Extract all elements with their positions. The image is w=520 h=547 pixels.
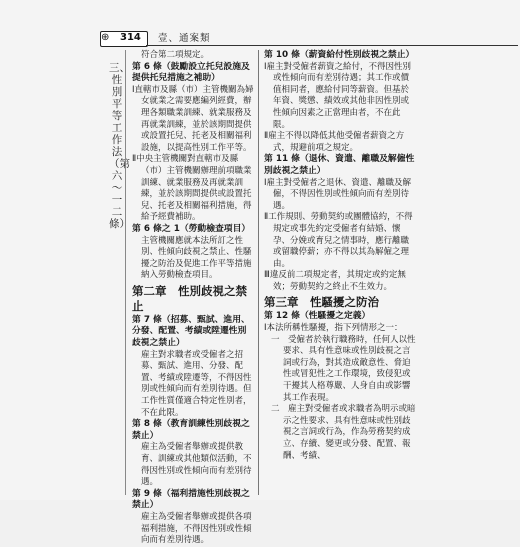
- paragraph: 雇主為受僱者舉辦或提供教育、訓練或其他類似活動，不得因性別或性傾向而有差別待遇。: [141, 442, 252, 488]
- paragraph: 一 受僱者於執行職務時，任何人以性要求、具有性意味或性別歧視之言詞或行為，對其造成敵意性、脅迫性或冒犯性之工作環境，致侵犯或干擾其人格尊嚴、人身自由或影響其工作表現。: [271, 334, 416, 403]
- left-column: [132, 50, 254, 547]
- paragraph: 二 雇主對受僱者或求職者為明示或暗示之性要求、具有性意味或性別歧視之言詞或行為，作為勞務契約成立、存續、變更或分發、配置、報酬、考績、: [271, 404, 416, 461]
- paragraph: Ⅰ直轄市及縣（市）主管機關為婦女就業之需要應編列經費，辦理各類職業訓練、就業服務及再就業訓練，並於該期間提供或設置托兒、托老及相關福利設施，以提高性別工作平等。: [132, 84, 254, 153]
- article-heading: 第 10 條（薪資給付性別歧視之禁止）: [264, 50, 415, 60]
- article-heading: 第 6 條之 1（勞動檢查項目）: [132, 223, 251, 234]
- chapter-heading: 第二章 性別歧視之禁止: [132, 283, 247, 313]
- article-heading: 第 7 條（招募、甄試、進用、分發、配置、考績或陞遷性別歧視之禁止）: [132, 314, 250, 349]
- paragraph: 主管機關應就本法所訂之性別、性傾向歧視之禁止、性騷擾之防治及促進工作平等措施納入勞動檢查項目。: [141, 235, 252, 281]
- article-heading: 第 6 條（鼓勵設立托兒設施及提供托兒措施之補助）: [132, 61, 250, 84]
- page-number: 314: [120, 32, 141, 43]
- paragraph: 雇主為受僱者舉辦或提供各項福利措施，不得因性別或性傾向而有差別待遇。: [141, 511, 252, 546]
- article-heading: 第 8 條（教育訓練性別歧視之禁止）: [132, 419, 250, 441]
- paragraph: 雇主對求職者或受僱者之招募、甄試、進用、分發、配置、考績或陞遷等，不得因性別或性傾向而有差別待遇。但工作性質僅適合特定性別者，不在此限。: [141, 349, 252, 418]
- paragraph: Ⅰ本法所稱性騷擾，指下列情形之一：: [264, 323, 403, 334]
- right-column: [264, 50, 416, 462]
- header-rule: [146, 45, 518, 46]
- paragraph: Ⅰ雇主對受僱者之退休、資遣、離職及解僱，不得因性別或性傾向而有差別待遇。: [264, 177, 412, 211]
- side-chapter-title: 三、性別平等工作法（第六～一二條）: [109, 62, 130, 230]
- page-ornament-icon: ⊕: [101, 32, 110, 43]
- article-heading: 第 12 條（性騷擾之定義）: [264, 311, 371, 322]
- side-divider: [125, 50, 126, 495]
- paragraph: Ⅲ違反前二項規定者，其規定或約定無效；勞動契約之終止不生效力。: [264, 270, 406, 292]
- paragraph: 符合第二項規定。: [141, 50, 210, 60]
- column-divider: [258, 50, 259, 495]
- chapter-heading: 第三章 性騷擾之防治: [264, 295, 379, 310]
- paragraph: Ⅱ工作規則、勞動契約或團體協約，不得規定或事先約定受僱者有結婚、懷孕、分娩或育兒之情事時，應行離職或留職停薪；亦不得以其為解僱之理由。: [264, 212, 413, 269]
- article-heading: 第 11 條（退休、資遣、離職及解僱性別歧視之禁止）: [264, 154, 415, 176]
- article-heading: 第 9 條（福利措施性別歧視之禁止）: [132, 488, 250, 511]
- paragraph: Ⅰ雇主對受僱者薪資之給付，不得因性別或性傾向而有差別待遇；其工作或價值相同者，應給付同等薪資。但基於年資、獎懲、績效或其他非因性別或性傾向因素之正當理由者，不在此限。: [264, 61, 412, 130]
- running-header: 壹、通案類: [158, 33, 211, 44]
- paragraph: Ⅱ雇主不得以降低其他受僱者薪資之方式，規避前項之規定。: [264, 131, 405, 153]
- paragraph: Ⅱ中央主管機關對直轄市及縣（市）主管機關辦理前項職業訓練、就業服務及再就業訓練，並於該期間提供或設置托兒、托老及相關福利措施，得給予經費補助。: [132, 154, 252, 223]
